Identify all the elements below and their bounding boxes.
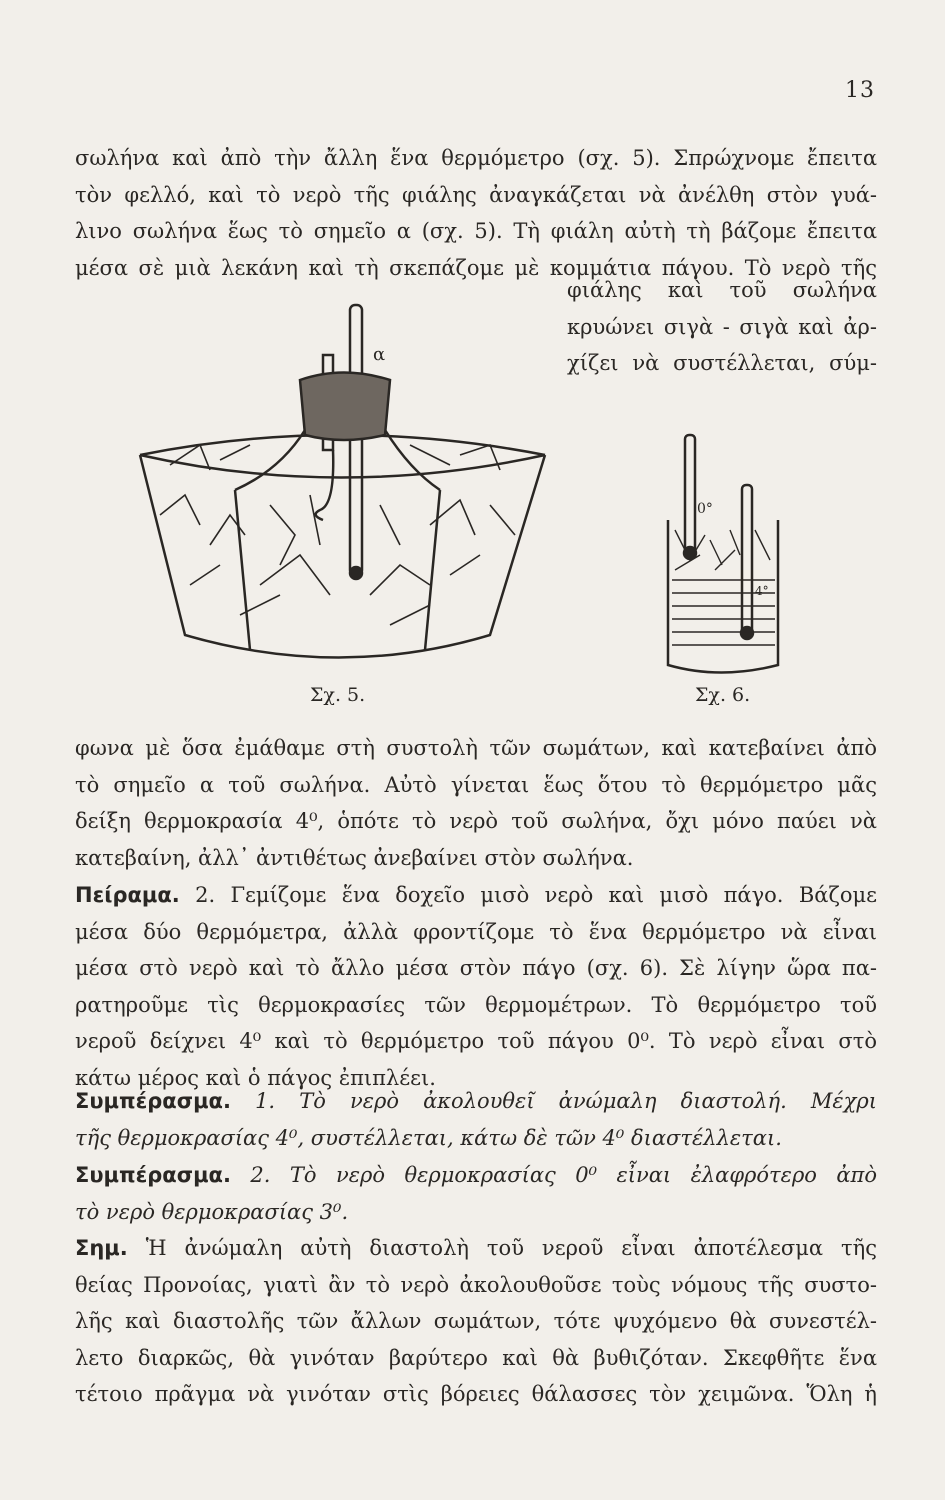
figure-6-illustration [660, 430, 800, 685]
conclusion-2 [75, 1157, 877, 1230]
text-line: Συμπέρασμα. 2. Τὸ νερὸ θερμοκρασίας 0⁰ εἶναι ἐλαφρότερο ἀπὸ [75, 1163, 877, 1187]
text-line: ρατηροῦμε τὶς θερμοκρασίες τῶν θερμομέτρων. Τὸ θερμόμετρο τοῦ [75, 992, 877, 1017]
page-number: 13 [845, 78, 875, 103]
note-heading: Σημ. [75, 1236, 128, 1260]
text-line: κρυώνει σιγὰ - σιγὰ καὶ ἀρ- [567, 314, 877, 339]
text-line: Σημ. Ἡ ἀνώμαλη αὐτὴ διαστολὴ τοῦ νεροῦ εἶναι ἀποτέλεσμα τῆς [75, 1236, 877, 1260]
text-line: κατεβαίνη, ἀλλ᾽ ἀντιθέτως ἀνεβαίνει στὸν σωλήνα. [75, 845, 634, 870]
text-line: λετο διαρκῶς, θὰ γινόταν βαρύτερο καὶ θὰ βυθιζόταν. Σκεφθῆτε ἕνα [75, 1345, 877, 1370]
experiment-paragraph [75, 877, 877, 1097]
text-line: φιάλης καὶ τοῦ σωλήνα [567, 278, 877, 302]
text-line: δείξη θερμοκρασία 4⁰, ὁπότε τὸ νερὸ τοῦ σωλήνα, ὄχι μόνο παύει νὰ [75, 809, 877, 834]
paragraph-after-figures [75, 730, 877, 876]
top-paragraph [75, 140, 877, 286]
text-line: Συμπέρασμα. 1. Τὸ νερὸ ἀκολουθεῖ ἀνώμαλη διαστολή. Μέχρι [75, 1089, 877, 1113]
text-line: τῆς θερμοκρασίας 4⁰, συστέλλεται, κάτω δὲ τῶν 4⁰ διαστέλλεται. [75, 1125, 782, 1150]
text-line: χίζει νὰ συστέλλεται, σύμ- [567, 351, 877, 376]
text-line: τέτοιο πρᾶγμα νὰ γινόταν στὶς βόρειες θάλασσες τὸν χειμῶνα. Ὅλη ἡ [75, 1382, 877, 1407]
conclusion-1-heading: Συμπέρασμα. [75, 1089, 231, 1113]
text-line: τὸ νερὸ θερμοκρασίας 3⁰. [75, 1199, 349, 1224]
label-zero-degrees: 0° [697, 501, 713, 517]
text-line: φωνα μὲ ὅσα ἐμάθαμε στὴ συστολὴ τῶν σωμάτων, καὶ κατεβαίνει ἀπὸ [75, 736, 877, 760]
text-line: κάτω μέρος καὶ ὁ πάγος ἐπιπλέει. [75, 1065, 436, 1090]
conclusion-2-heading: Συμπέρασμα. [75, 1163, 231, 1187]
note-paragraph [75, 1230, 877, 1413]
label-four-degrees: 4° [755, 584, 769, 598]
figure-5-illustration [130, 295, 550, 680]
text-line: θείας Προνοίας, γιατὶ ἂν τὸ νερὸ ἀκολουθοῦσε τοὺς νόμους τῆς συστο- [75, 1272, 877, 1297]
text-line: μέσα δύο θερμόμετρα, ἀλλὰ φροντίζομε τὸ ἕνα θερμόμετρο νὰ εἶναι [75, 919, 877, 944]
text-line: λῆς καὶ διαστολῆς τῶν ἄλλων σωμάτων, τότε ψυχόμενο θὰ συνεστέλ- [75, 1309, 877, 1334]
text-line: μέσα σὲ μιὰ λεκάνη καὶ τὴ σκεπάζομε μὲ κομμάτια πάγου. Τὸ νερὸ τῆς [75, 255, 877, 280]
text-line: τὸν φελλό, καὶ τὸ νερὸ τῆς φιάλης ἀναγκάζεται νὰ ἀνέλθη στὸν γυά- [75, 182, 877, 207]
figure-6-caption: Σχ. 6. [695, 684, 751, 706]
figure-5-caption: Σχ. 5. [310, 684, 366, 706]
text-line: τὸ σημεῖο α τοῦ σωλήνα. Αὐτὸ γίνεται ἕως ὅτου τὸ θερμόμετρο μᾶς [75, 772, 877, 797]
text-line: Πείραμα. 2. Γεμίζομε ἕνα δοχεῖο μισὸ νερὸ καὶ μισὸ πάγο. Βάζομε [75, 883, 877, 907]
text-line: μέσα στὸ νερὸ καὶ τὸ ἄλλο μέσα στὸν πάγο (σχ. 6). Σὲ λίγην ὥρα πα- [75, 956, 877, 981]
experiment-heading: Πείραμα. [75, 883, 180, 907]
label-a: α [373, 344, 386, 365]
text-line: λινο σωλήνα ἕως τὸ σημεῖο α (σχ. 5). Τὴ φιάλη αὐτὴ τὴ βάζομε ἔπειτα [75, 219, 877, 244]
text-line: νεροῦ δείχνει 4⁰ καὶ τὸ θερμόμετρο τοῦ πάγου 0⁰. Τὸ νερὸ εἶναι στὸ [75, 1029, 877, 1054]
side-paragraph [567, 272, 877, 382]
text-line: σωλήνα καὶ ἀπὸ τὴν ἄλλη ἕνα θερμόμετρο (σχ. 5). Σπρώχνομε ἔπειτα [75, 146, 877, 170]
conclusion-1 [75, 1083, 877, 1156]
